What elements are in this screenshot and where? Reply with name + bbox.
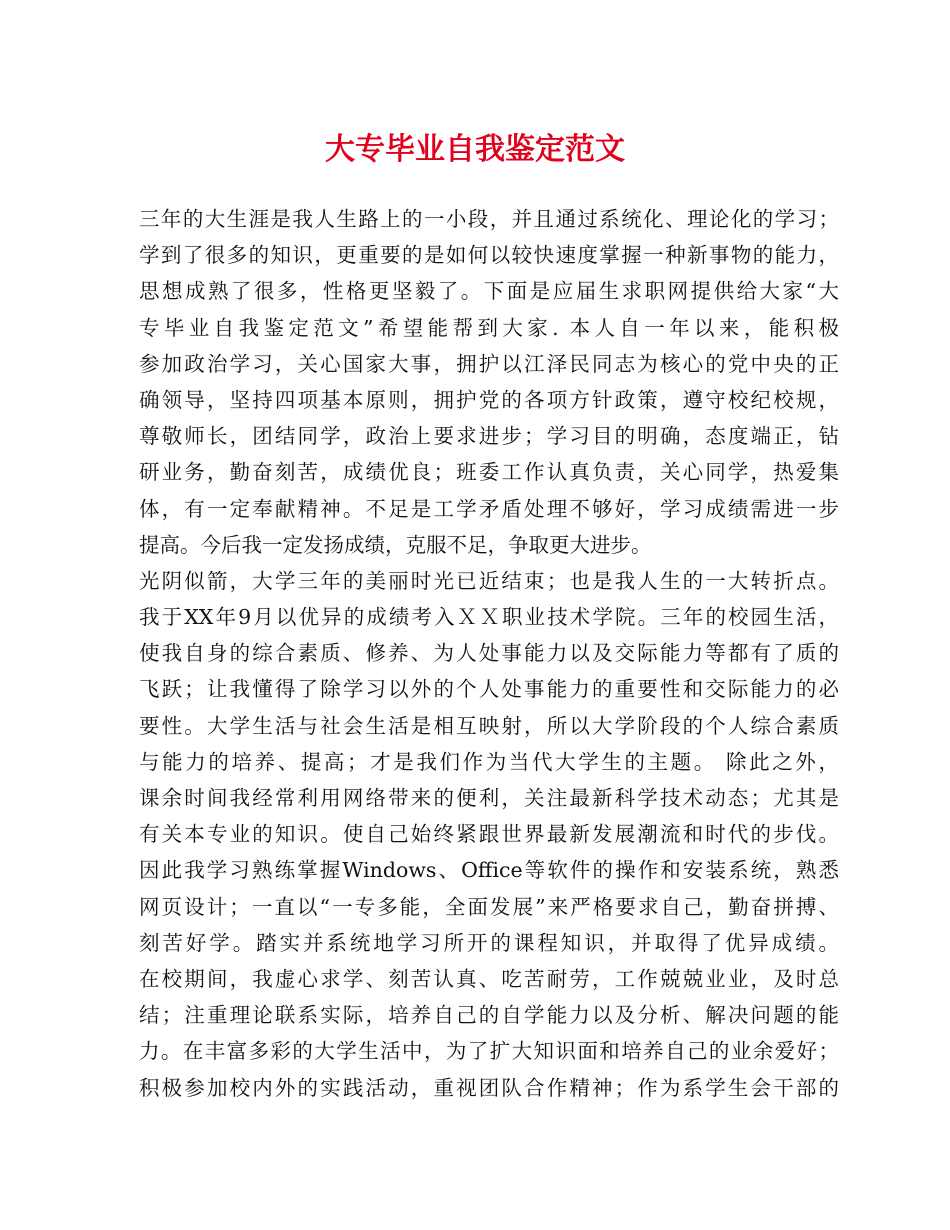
body-line: 思想成熟了很多，性格更坚毅了。下面是应届生求职网提供给大家“大 — [139, 279, 839, 304]
body-line: 因此我学习熟练掌握Windows、Office等软件的操作和安装系统，熟悉 — [139, 858, 839, 883]
body-line: 力。在丰富多彩的大学生活中，为了扩大知识面和培养自己的业余爱好； — [139, 1039, 839, 1064]
body-line: 在校期间，我虚心求学、刻苦认真、吃苦耐劳，工作兢兢业业，及时总 — [139, 966, 839, 991]
body-line: 要性。大学生活与社会生活是相互映射，所以大学阶段的个人综合素质 — [139, 713, 839, 738]
body-line: 积极参加校内外的实践活动，重视团队合作精神；作为系学生会干部的 — [139, 1075, 839, 1100]
body-line: 确领导，坚持四项基本原则，拥护党的各项方针政策，遵守校纪校规， — [139, 387, 839, 412]
body-line: 提高。今后我一定发扬成绩，克服不足，争取更大进步。 — [139, 532, 652, 557]
body-line: 研业务，勤奋刻苦，成绩优良；班委工作认真负责，关心同学，热爱集 — [139, 460, 839, 485]
body-line: 参加政治学习，关心国家大事，拥护以江泽民同志为核心的党中央的正 — [139, 351, 839, 376]
body-line: 我于XX年9月以优异的成绩考入ＸＸ职业技术学院。三年的校园生活， — [139, 605, 839, 630]
body-line: 飞跃；让我懂得了除学习以外的个人处事能力的重要性和交际能力的必 — [139, 677, 839, 702]
body-line: 使我自身的综合素质、修养、为人处事能力以及交际能力等都有了质的 — [139, 641, 839, 666]
body-line: 网页设计；一直以“一专多能，全面发展”来严格要求自己，勤奋拼搏、 — [139, 894, 839, 919]
body-line: 尊敬师长，团结同学，政治上要求进步；学习目的明确，态度端正，钻 — [139, 424, 839, 449]
document-title: 大专毕业自我鉴定范文 — [325, 132, 625, 167]
body-line: 课余时间我经常利用网络带来的便利，关注最新科学技术动态；尤其是 — [139, 786, 839, 810]
body-line: 三年的大生涯是我人生路上的一小段，并且通过系统化、理论化的学习； — [139, 207, 839, 231]
body-line: 专毕业自我鉴定范文”希望能帮到大家. 本人自一年以来，能积极 — [139, 315, 839, 340]
body-line: 有关本专业的知识。使自己始终紧跟世界最新发展潮流和时代的步伐。 — [139, 822, 839, 847]
body-line: 学到了很多的知识，更重要的是如何以较快速度掌握一种新事物的能力， — [139, 243, 839, 268]
body-line: 体，有一定奉献精神。不足是工学矛盾处理不够好，学习成绩需进一步 — [139, 496, 839, 521]
body-line: 刻苦好学。踏实并系统地学习所开的课程知识，并取得了优异成绩。 — [139, 930, 839, 955]
body-line: 光阴似箭，大学三年的美丽时光已近结束；也是我人生的一大转折点。 — [139, 568, 839, 593]
body-line: 与能力的培养、提高；才是我们作为当代大学生的主题。 除此之外， — [139, 749, 839, 774]
document-body — [139, 201, 839, 1106]
body-line: 结；注重理论联系实际，培养自己的自学能力以及分析、解决问题的能 — [139, 1003, 839, 1028]
